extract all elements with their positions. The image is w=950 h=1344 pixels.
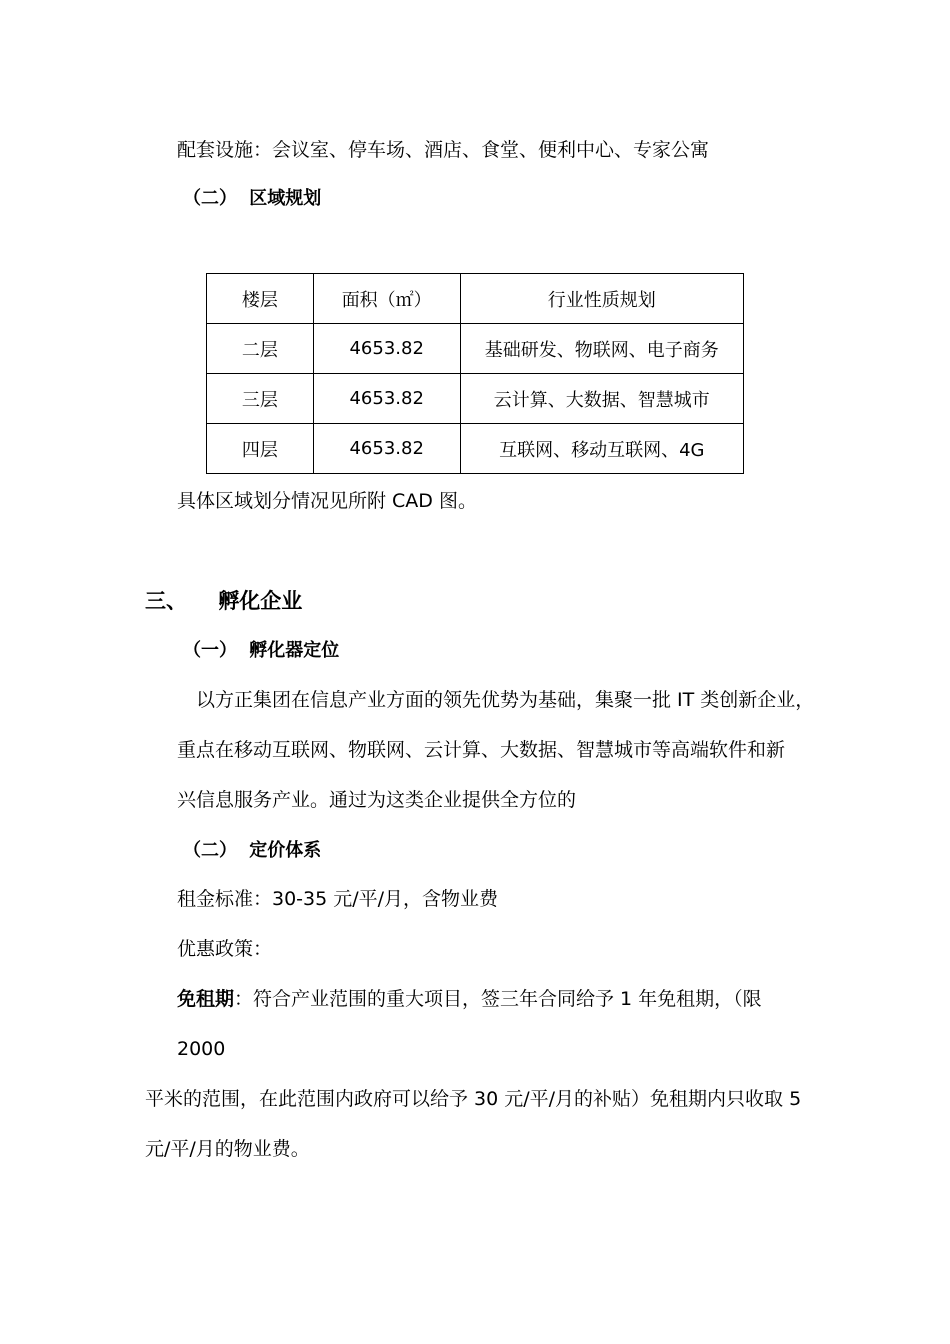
section-title: 区域规划 xyxy=(249,188,322,209)
rent-standard: 租金标准：30-35 元/平/月，含物业费 xyxy=(177,888,499,910)
cell-industry: 基础研发、物联网、电子商务 xyxy=(460,324,743,374)
cell-industry: 互联网、移动互联网、4G xyxy=(460,424,743,474)
table-row xyxy=(207,424,744,474)
cell-area: 4653.82 xyxy=(313,324,460,374)
free-rent-line-4: 元/平/月的物业费。 xyxy=(145,1138,310,1160)
chapter-title: 孵化企业 xyxy=(218,589,303,613)
table-row xyxy=(207,374,744,424)
positioning-line-3: 兴信息服务产业。通过为这类企业提供全方位的 xyxy=(177,789,577,811)
section-heading-pricing xyxy=(183,840,321,862)
header-area: 面积（㎡） xyxy=(313,274,460,324)
chapter-heading-incubation xyxy=(145,589,302,614)
cell-area: 4653.82 xyxy=(313,374,460,424)
floor-planning-table xyxy=(206,273,744,474)
section-number: （一） xyxy=(183,640,237,661)
free-rent-line-1 xyxy=(177,988,762,1011)
cell-area: 4653.82 xyxy=(313,424,460,474)
cell-floor: 二层 xyxy=(207,324,314,374)
cell-floor: 四层 xyxy=(207,424,314,474)
section-number: （二） xyxy=(183,840,237,861)
free-rent-label: 免租期 xyxy=(177,988,235,1010)
cell-industry: 云计算、大数据、智慧城市 xyxy=(460,374,743,424)
facilities-text: 配套设施：会议室、停车场、酒店、食堂、便利中心、专家公寓 xyxy=(177,139,710,161)
cell-floor: 三层 xyxy=(207,374,314,424)
section-title: 定价体系 xyxy=(249,840,322,861)
section-number: （二） xyxy=(183,188,237,209)
header-floor: 楼层 xyxy=(207,274,314,324)
positioning-line-1: 以方正集团在信息产业方面的领先优势为基础，集聚一批 IT 类创新企业， xyxy=(196,689,815,711)
section-title: 孵化器定位 xyxy=(249,640,340,661)
table-row xyxy=(207,324,744,374)
policy-label: 优惠政策： xyxy=(177,938,273,960)
section-heading-positioning xyxy=(183,640,339,662)
chapter-number: 三、 xyxy=(145,589,187,613)
free-rent-line-2: 2000 xyxy=(177,1038,226,1060)
section-heading-zone-planning xyxy=(183,188,321,210)
free-rent-line-3: 平米的范围，在此范围内政府可以给予 30 元/平/月的补贴）免租期内只收取 5 xyxy=(145,1088,802,1110)
table-header-row xyxy=(207,274,744,324)
positioning-line-2: 重点在移动互联网、物联网、云计算、大数据、智慧城市等高端软件和新 xyxy=(177,739,786,761)
free-rent-text: ：符合产业范围的重大项目，签三年合同给予 1 年免租期，（限 xyxy=(234,988,762,1010)
header-industry: 行业性质规划 xyxy=(460,274,743,324)
cad-note: 具体区域划分情况见所附 CAD 图。 xyxy=(177,490,477,512)
